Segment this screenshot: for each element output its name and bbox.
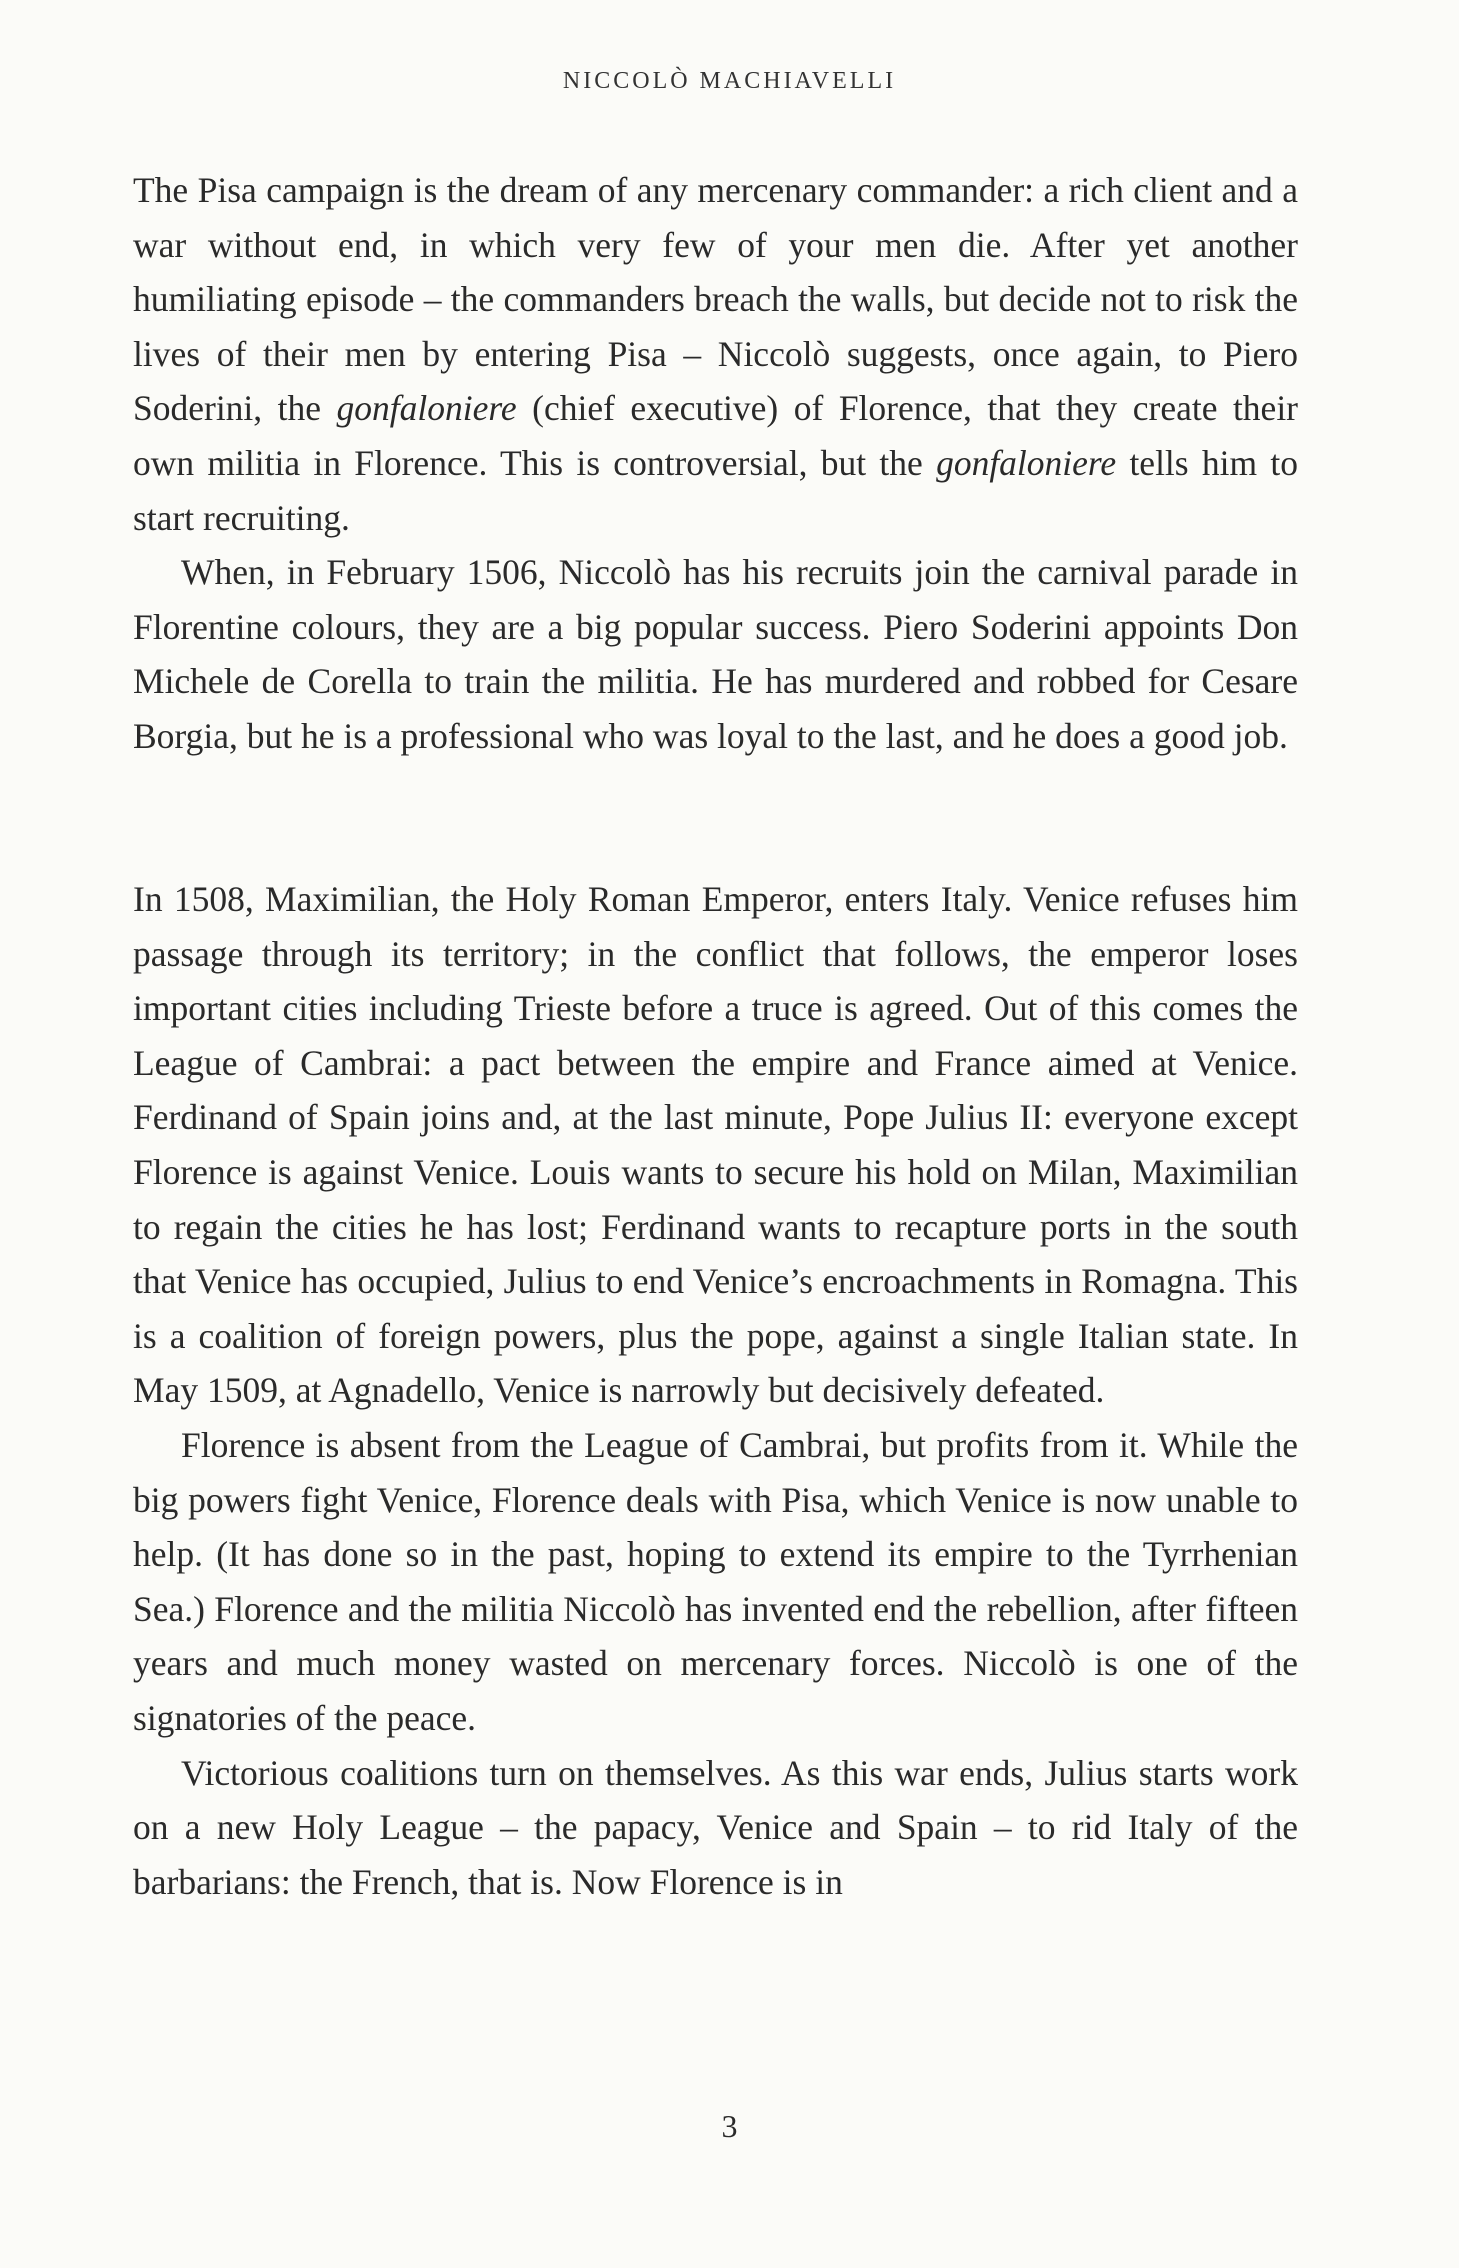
section-1 — [133, 163, 1298, 764]
paragraph-text: tells him to start recruiting. — [133, 442, 1298, 538]
paragraph-florence-pisa: Florence is absent from the League of Cambrai, but profits from it. While the big powers fight Venice, Florence deals with Pisa, which Venice is now unable to help. (It has done so in the past, hoping to extend its empire to the Tyrrhenian Sea.) Florence and the militia Niccolò has invented end the rebellion, after fifteen years and much money wasted on mercenary forces. Niccolò is one of the signatories of the peace. — [133, 1424, 1298, 1738]
running-head: NICCOLÒ MACHIAVELLI — [562, 68, 897, 94]
page-number: 3 — [721, 2108, 738, 2144]
paragraph-league-of-cambrai: In 1508, Maximilian, the Holy Roman Emperor, enters Italy. Venice refuses him passage through its territory; in the conflict that follows, the emperor loses important cities including Trieste before a truce is agreed. Out of this comes the League of Cambrai: a pact between the empire and France aimed at Venice. Ferdinand of Spain joins and, at the last minute, Pope Julius II: everyone except Florence is against Venice. Louis wants to secure his hold on Milan, Maximilian to regain the cities he has lost; Ferdinand wants to recapture ports in the south that Venice has occupied, Julius to end Venice’s encroachments in Romagna. This is a coalition of foreign powers, plus the pope, against a single Italian state. In May 1509, at Agnadello, Venice is narrowly but decisively defeated. — [133, 879, 1298, 1411]
italic-term: gonfaloniere — [936, 442, 1117, 483]
section-2 — [133, 872, 1298, 1909]
paragraph-pisa-campaign — [133, 163, 1298, 545]
paragraph-text: The Pisa campaign is the dream of any mercenary commander: a rich client and a war without end, in which very few of your men die. After yet another humiliating episode – the commanders breach the walls, but decide not to risk the lives of their men by entering Pisa – Niccolò suggests, once again, to Piero Soderini, the — [133, 170, 1298, 429]
paragraph-carnival-parade: When, in February 1506, Niccolò has his recruits join the carnival parade in Florentine colours, they are a big popular success. Piero Soderini appoints Don Michele de Corella to train the militia. He has murdered and robbed for Cesare Borgia, but he is a professional who was loyal to the last, and he does a good job. — [133, 552, 1298, 756]
paragraph-text: (chief executive) of Florence, that they create their own militia in Florence. This is controversial, but the — [133, 388, 1299, 483]
italic-term: gonfaloniere — [336, 388, 517, 429]
paragraph-holy-league: Victorious coalitions turn on themselves. As this war ends, Julius starts work on a new Holy League – the papacy, Venice and Spain – to rid Italy of the barbarians: the French, that is. Now Florence is in — [133, 1752, 1298, 1902]
